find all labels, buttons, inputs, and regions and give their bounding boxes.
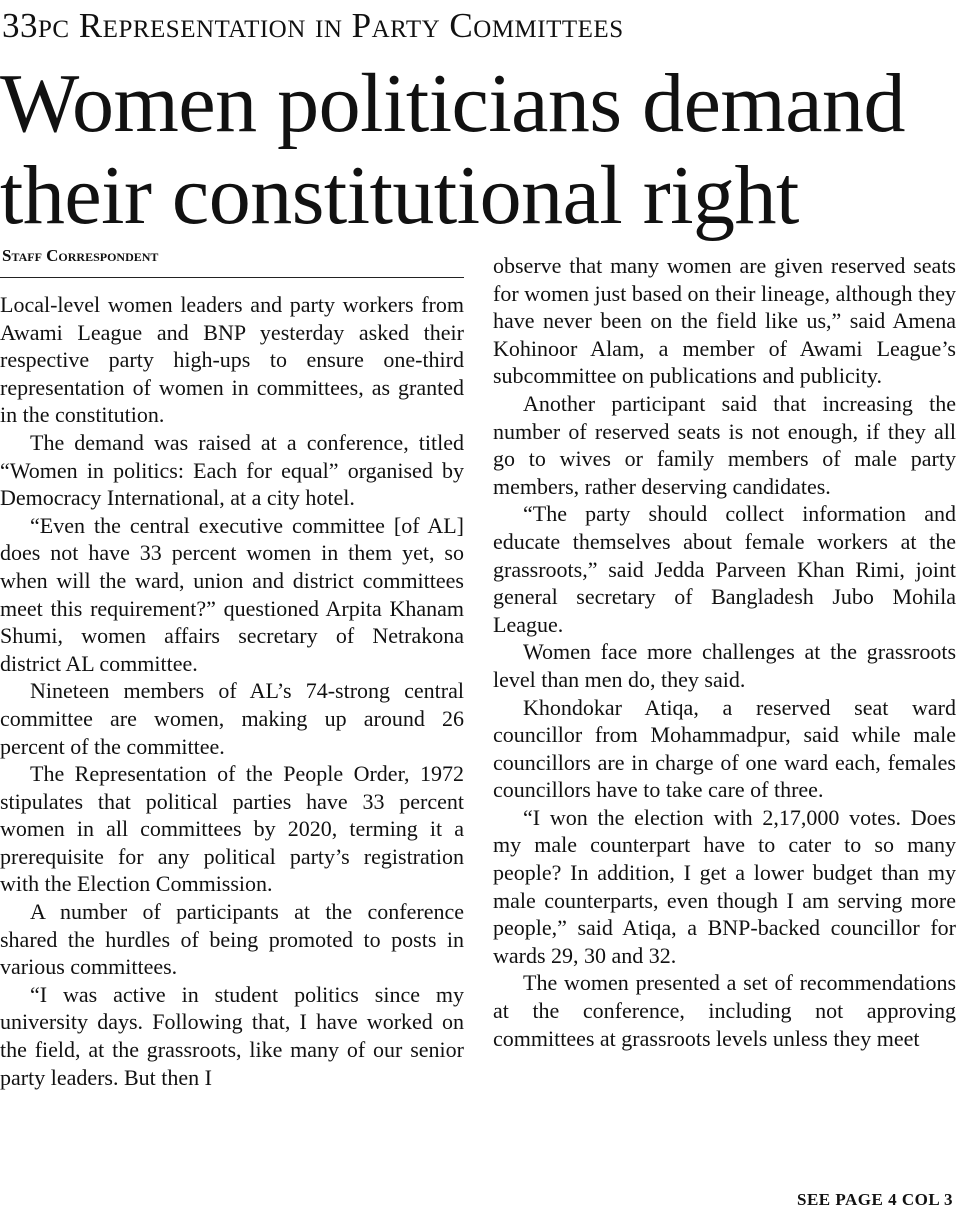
article-column-1 xyxy=(0,291,464,1091)
paragraph: Khondokar Atiqa, a reserved seat ward councillor from Mohammadpur, said while male councillors are in charge of one ward each, females councillors have to take care of three. xyxy=(493,694,956,803)
byline-rule xyxy=(0,277,464,278)
paragraph: Local-level women leaders and party workers from Awami League and BNP yesterday asked their respective party high-ups to ensure one-third representation of women in committees, as granted in the constitution. xyxy=(0,292,464,428)
paragraph: The Representation of the People Order, 1972 stipulates that political parties have 33 percent women in all committees by 2020, terming it a prerequisite for any political party’s registration with the Election Commission. xyxy=(0,761,464,897)
paragraph: observe that many women are given reserved seats for women just based on their lineage, although they have never been on the field like us,” said Amena Kohinoor Alam, a member of Awami League’s subcommittee on publications and publicity. xyxy=(493,253,956,389)
kicker-headline: 33pc Representation in Party Committees xyxy=(2,6,624,45)
paragraph: Nineteen members of AL’s 74-strong central committee are women, making up around 26 percent of the committee. xyxy=(0,678,464,759)
paragraph: “Even the central executive committee [of AL] does not have 33 percent women in them yet, so when will the ward, union and district committees meet this requirement?” questioned Arpita Khanam Shumi, women affairs secretary of Netrakona district AL committee. xyxy=(0,512,464,676)
headline xyxy=(0,58,955,242)
headline-line-2: their constitutional right xyxy=(0,149,799,242)
paragraph: Women face more challenges at the grassroots level than men do, they said. xyxy=(493,639,956,692)
paragraph: The women presented a set of recommendations at the conference, including not approving committees at grassroots levels unless they meet xyxy=(493,970,956,1051)
paragraph: “I was active in student politics since my university days. Following that, I have worked on the field, at the grassroots, like many of our senior party leaders. But then I xyxy=(0,981,464,1090)
paragraph: The demand was raised at a conference, titled “Women in politics: Each for equal” organised by Democracy International, at a city hotel. xyxy=(0,429,464,511)
paragraph: “I won the election with 2,17,000 votes. Does my male counterpart have to cater to so many people? In addition, I get a lower budget than my male counterparts, even though I am serving more people,” said Atiqa, a BNP-backed councillor for wards 29, 30 and 32. xyxy=(493,804,956,968)
paragraph: A number of participants at the conference shared the hurdles of being promoted to posts in various committees. xyxy=(0,899,464,980)
paragraph: Another participant said that increasing the number of reserved seats is not enough, if they all go to wives or family members of male party members, rather deserving candidates. xyxy=(493,390,956,499)
byline: Staff Correspondent xyxy=(2,246,159,265)
paragraph: “The party should collect information and educate themselves about female workers at the grassroots,” said Jedda Parveen Khan Rimi, joint general secretary of Bangladesh Jubo Mohila League. xyxy=(493,501,956,637)
continuation-jump-line: SEE PAGE 4 COL 3 xyxy=(797,1190,953,1209)
headline-line-1: Women politicians demand xyxy=(0,57,906,150)
article-column-2 xyxy=(493,252,956,1052)
